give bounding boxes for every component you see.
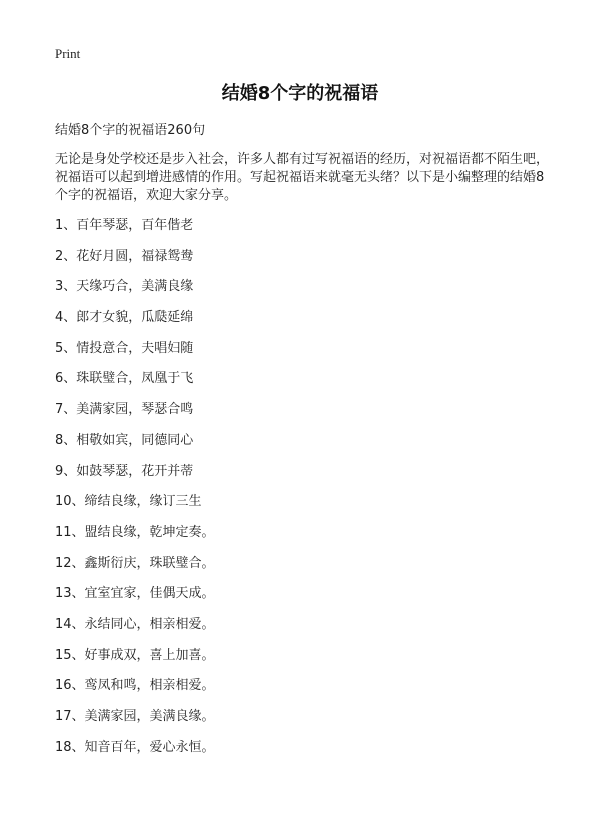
list-item: 1、百年琴瑟，百年偕老 [55,218,194,233]
print-link[interactable]: Print [55,46,81,61]
blessing-list [55,217,215,769]
list-item: 17、美满家园，美满良缘。 [55,709,215,724]
list-item: 12、鑫斯衍庆，珠联璧合。 [55,555,215,571]
list-item: 7、美满家园，琴瑟合鸣 [55,402,194,418]
list-item: 3、天缘巧合，美满良缘 [55,279,194,295]
intro-paragraph: 无论是身处学校还是步入社会，许多人都有过写祝福语的经历，对祝福语都不陌生吧，祝福语可以起到增进感情的作用。写起祝福语来就毫无头绪？以下是小编整理的结婚8个字的祝福语，欢迎大家分享。 [55,152,550,203]
list-item: 6、珠联璧合，凤凰于飞 [55,371,194,387]
list-item: 4、郎才女貌，瓜瓞延绵 [55,310,194,326]
list-item: 9、如鼓琴瑟，花开并蒂 [55,463,194,479]
list-item: 5、情投意合，夫唱妇随 [55,340,194,356]
list-item: 18、知音百年，爱心永恒。 [55,739,215,755]
list-item: 16、鸾凤和鸣，相亲相爱。 [55,678,215,694]
list-item: 14、永结同心，相亲相爱。 [55,616,215,632]
subtitle: 结婚8个字的祝福语260句 [55,123,206,138]
list-item: 15、好事成双，喜上加喜。 [55,647,215,663]
list-item: 10、缔结良缘，缘订三生 [55,494,202,510]
list-item: 13、宜室宜家，佳偶天成。 [55,586,215,602]
page-title: 结婚8个字的祝福语 [221,83,379,104]
list-item: 8、相敬如宾，同德同心 [55,432,194,448]
list-item: 11、盟结良缘，乾坤定奏。 [55,524,215,540]
list-item: 2、花好月圆，福禄鸳鸯 [55,248,194,264]
